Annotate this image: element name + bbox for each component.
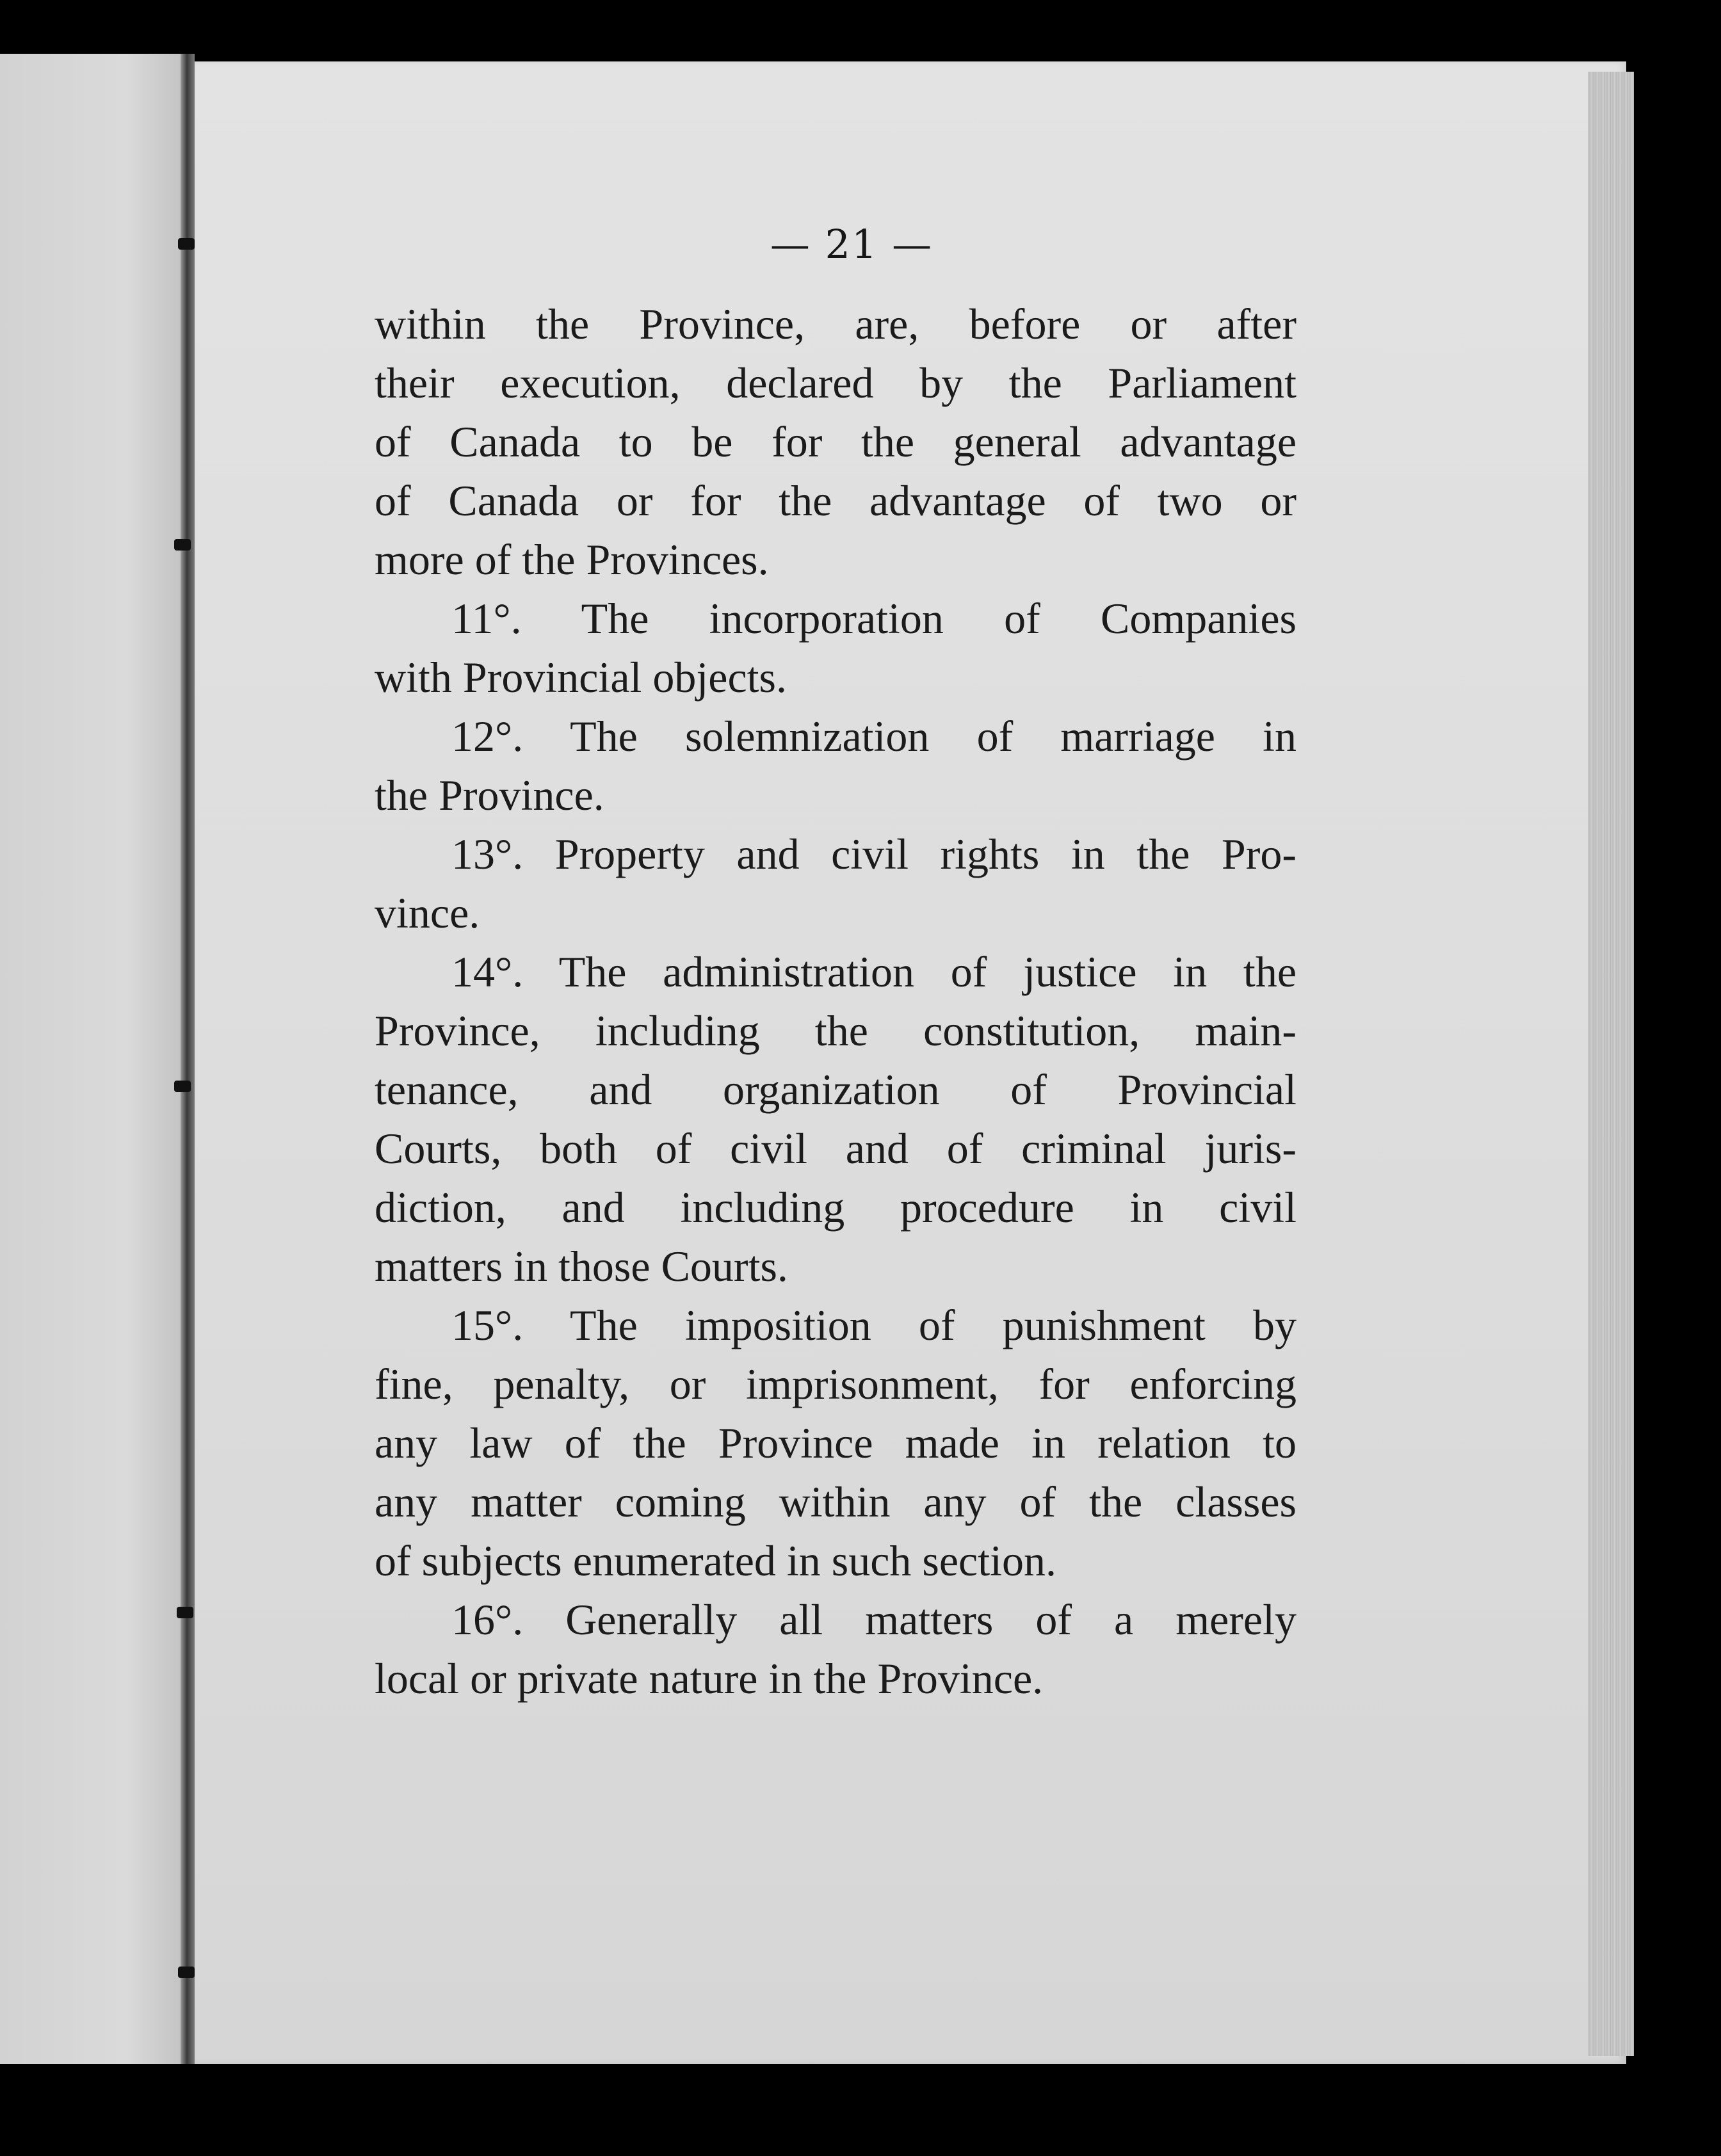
text-line: of Canada or for the advantage of two or (375, 476, 1297, 525)
text-line: 16°. Generally all matters of a merely (451, 1595, 1297, 1644)
text-line: vince. (375, 889, 480, 937)
text-line: any matter coming within any of the classes (375, 1477, 1297, 1526)
binding-stitch (178, 238, 195, 250)
text-line: local or private nature in the Province. (375, 1654, 1044, 1703)
text-line: their execution, declared by the Parliament (375, 358, 1297, 407)
text-line: any law of the Province made in relation to (375, 1419, 1297, 1467)
text-line: of Canada to be for the general advantage (375, 417, 1297, 466)
binding-gutter (181, 54, 195, 2064)
binding-stitch (174, 1081, 191, 1092)
text-line: the Province. (375, 771, 604, 819)
text-line: fine, penalty, or imprisonment, for enforcing (375, 1360, 1297, 1408)
paragraph (375, 825, 1297, 942)
binding-stitch (177, 1607, 193, 1618)
paragraph (375, 294, 1297, 589)
text-line: tenance, and organization of Provincial (375, 1065, 1297, 1114)
text-line: 14°. The administration of justice in the (451, 947, 1297, 996)
text-line: with Provincial objects. (375, 653, 788, 702)
paragraph (375, 589, 1297, 707)
text-line: within the Province, are, before or after (375, 300, 1297, 348)
page-stack-edge (1588, 72, 1634, 2056)
text-line: of subjects enumerated in such section. (375, 1536, 1057, 1585)
text-line: 11°. The incorporation of Companies (451, 594, 1297, 643)
text-line: 13°. Property and civil rights in the Pro- (451, 830, 1297, 878)
text-line: Courts, both of civil and of criminal juris- (375, 1124, 1297, 1173)
text-line: 15°. The imposition of punishment by (451, 1301, 1297, 1349)
paragraph (375, 1296, 1297, 1590)
left-page-edge (0, 54, 181, 2064)
page-body (375, 294, 1297, 1708)
paragraph (375, 707, 1297, 825)
text-line: 12°. The solemnization of marriage in (451, 712, 1297, 760)
text-line: diction, and including procedure in civil (375, 1183, 1297, 1232)
text-line: Province, including the constitution, main- (375, 1006, 1297, 1055)
page-number: — 21 — (770, 221, 933, 268)
binding-stitch (178, 1967, 195, 1978)
paragraph (375, 942, 1297, 1296)
paragraph (375, 1590, 1297, 1708)
binding-stitch (174, 539, 191, 551)
text-line: more of the Provinces. (375, 535, 769, 584)
text-line: matters in those Courts. (375, 1242, 788, 1291)
